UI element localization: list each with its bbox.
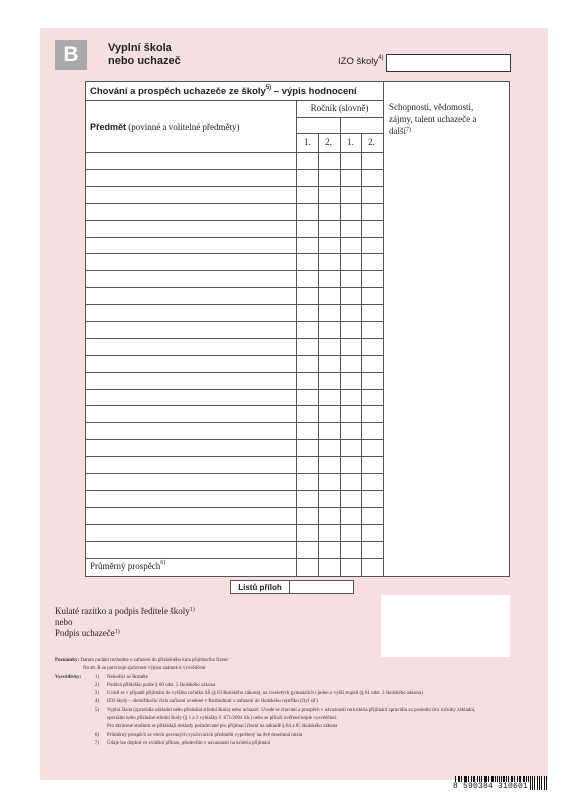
row-rule <box>85 439 383 440</box>
year-header: Ročník (slovně) <box>310 103 369 113</box>
note-text: Uvádí se v případě přijímání do vyššího ročníku SŠ (§ 63 školského zákona), na víceletých gymnáziích i jeden o vyšší stupeň (§ 61 odst. 3 školského zákona) <box>107 691 423 697</box>
note-number: 5) <box>94 707 99 713</box>
column-rule <box>383 81 384 577</box>
signature-line-1 <box>55 606 195 617</box>
notes-poznamky-2: Na str. B se potvrzuje správnost výpisu známek k vysvědčení <box>83 666 206 672</box>
notes-vysvetlivky-label: Vysvětlivky: <box>55 674 82 680</box>
note-item <box>55 682 475 690</box>
row-rule <box>85 355 383 356</box>
notes-items <box>55 674 475 749</box>
grades-table <box>85 81 510 577</box>
year-column-2: 2. <box>325 137 332 147</box>
subject-header <box>90 122 239 132</box>
izo-input[interactable] <box>386 54 511 72</box>
row-rule <box>85 321 383 322</box>
notes-poznamky-label: Poznámky: <box>55 658 80 663</box>
row-rule <box>85 507 383 508</box>
barcode-bar <box>537 776 539 790</box>
attachments-label: Listů příloh <box>230 580 290 594</box>
note-number: 6) <box>94 732 99 738</box>
barcode-bar <box>532 776 533 790</box>
subject-header-note: (povinné a volitelné předměty) <box>126 122 240 132</box>
note-number: 7) <box>94 740 99 746</box>
note-text: Vyplní škola (zpravidla základní nebo příslušná střední škola) nebo uchazeč. Uvede se chování a prospěch v návaznosti na kritéria přijímání zpravidla za poslední dva ročníky základní, <box>107 707 476 713</box>
row-rule <box>85 473 383 474</box>
note-text: speciální nebo příslušné střední školy (§ 1 a 3 vyhlášky č. 671/2004 Sb.) nebo se přiloží ověřené kopie vysvědčení. <box>107 716 338 722</box>
barcode-bar <box>544 776 545 790</box>
year-column-4: 2. <box>368 137 375 147</box>
row-rule <box>85 372 383 373</box>
signature-line-1-footnote: 1) <box>189 607 195 613</box>
note-text: IZO školy – identifikační číslo zařízení uvedené v Rozhodnutí o zařazení do školského rejstříku (čtyř síť) <box>107 699 318 705</box>
izo-label <box>338 56 383 67</box>
note-number: 4) <box>94 699 99 705</box>
barcode-bar <box>530 776 531 790</box>
stamp-area[interactable] <box>381 595 510 657</box>
year-column-3: 1. <box>347 137 354 147</box>
note-number: 1) <box>94 674 99 680</box>
signature-block <box>55 606 195 639</box>
row-rule <box>85 304 383 305</box>
row-rule <box>85 338 383 339</box>
form-heading <box>108 42 181 68</box>
year-column-1: 1. <box>304 137 311 147</box>
row-rule <box>85 169 383 170</box>
row-rule <box>85 541 383 542</box>
attachments-count-input[interactable] <box>289 580 354 594</box>
note-item <box>55 707 475 715</box>
signature-line-2: nebo <box>55 617 73 627</box>
note-text: Údaje lze doplnit ve zvláštní příloze, především v návaznosti na kritéria přijímání <box>107 740 271 746</box>
notes-poznamky-1: Datum podání rozhodne o zařazení do příslušného kola přijímacího řízení <box>80 658 228 663</box>
barcode-bar <box>534 776 535 790</box>
abilities-header <box>389 101 499 137</box>
row-rule <box>85 456 383 457</box>
notes-block <box>55 657 475 748</box>
table-title-footnote: 5) <box>265 85 272 91</box>
izo-label-text: IZO školy <box>338 56 379 67</box>
barcode-bar <box>539 776 540 790</box>
notes-poznamky <box>55 657 475 665</box>
row-rule <box>85 186 383 187</box>
izo-footnote: 4) <box>378 55 384 61</box>
average-label <box>90 561 165 571</box>
barcode-bar <box>541 776 542 790</box>
note-item <box>55 715 475 723</box>
body-rule <box>85 152 383 153</box>
row-rule <box>85 405 383 406</box>
abilities-footnote: 7) <box>406 127 411 133</box>
row-rule <box>85 524 383 525</box>
average-footnote: 6) <box>160 560 166 566</box>
row-rule <box>85 490 383 491</box>
table-title-tail: – výpis hodnocení <box>271 86 357 97</box>
row-rule <box>85 389 383 390</box>
heading-line-1: Vyplní škola <box>108 42 172 54</box>
heading-line-2: nebo uchazeč <box>108 55 181 67</box>
row-rule <box>85 287 383 288</box>
header-rule <box>85 100 383 101</box>
row-rule <box>85 220 383 221</box>
section-badge: B <box>55 40 87 70</box>
note-item <box>55 723 475 731</box>
table-title-text: Chování a prospěch uchazeče ze školy <box>90 86 266 97</box>
row-rule <box>85 203 383 204</box>
note-number: 2) <box>94 682 99 688</box>
signature-line-3-footnote: 1) <box>114 629 120 635</box>
signature-line-3-text: Podpis uchazeče <box>55 628 115 638</box>
row-rule <box>85 253 383 254</box>
barcode-bar <box>546 776 547 790</box>
note-item <box>55 674 475 682</box>
subject-header-label: Předmět <box>90 122 127 132</box>
abilities-header-text: Schopnosti, vědomosti, zájmy, talent uchazeče a další <box>389 102 477 136</box>
row-rule <box>85 558 383 559</box>
signature-line-1-text: Kulaté razítko a podpis ředitele školy <box>55 606 190 616</box>
note-item <box>55 690 475 698</box>
row-rule <box>85 422 383 423</box>
note-item <box>55 698 475 706</box>
note-number: 3) <box>94 691 99 697</box>
signature-line-3 <box>55 628 195 639</box>
table-title <box>90 86 357 97</box>
note-item <box>55 740 475 748</box>
average-label-text: Průměrný prospěch <box>90 561 161 571</box>
note-item <box>55 732 475 740</box>
barcode-digits: 8 590384 310601 <box>453 782 529 791</box>
note-text: Pro zkrácené studium se přikládají doklady požadované pro přijímací řízení na základě § 84 a 85 školského zákona <box>107 724 338 730</box>
row-rule <box>85 237 383 238</box>
note-text: Podává přihlášku podle § 60 odst. 5 školského zákona <box>107 682 216 688</box>
row-rule <box>85 270 383 271</box>
note-text: Nehodící se škrtněte <box>107 674 148 680</box>
note-text: Průměrný prospěch ze všech povinných vyučovacích předmětů vypočtený na dvě desetinná místa <box>107 732 303 738</box>
